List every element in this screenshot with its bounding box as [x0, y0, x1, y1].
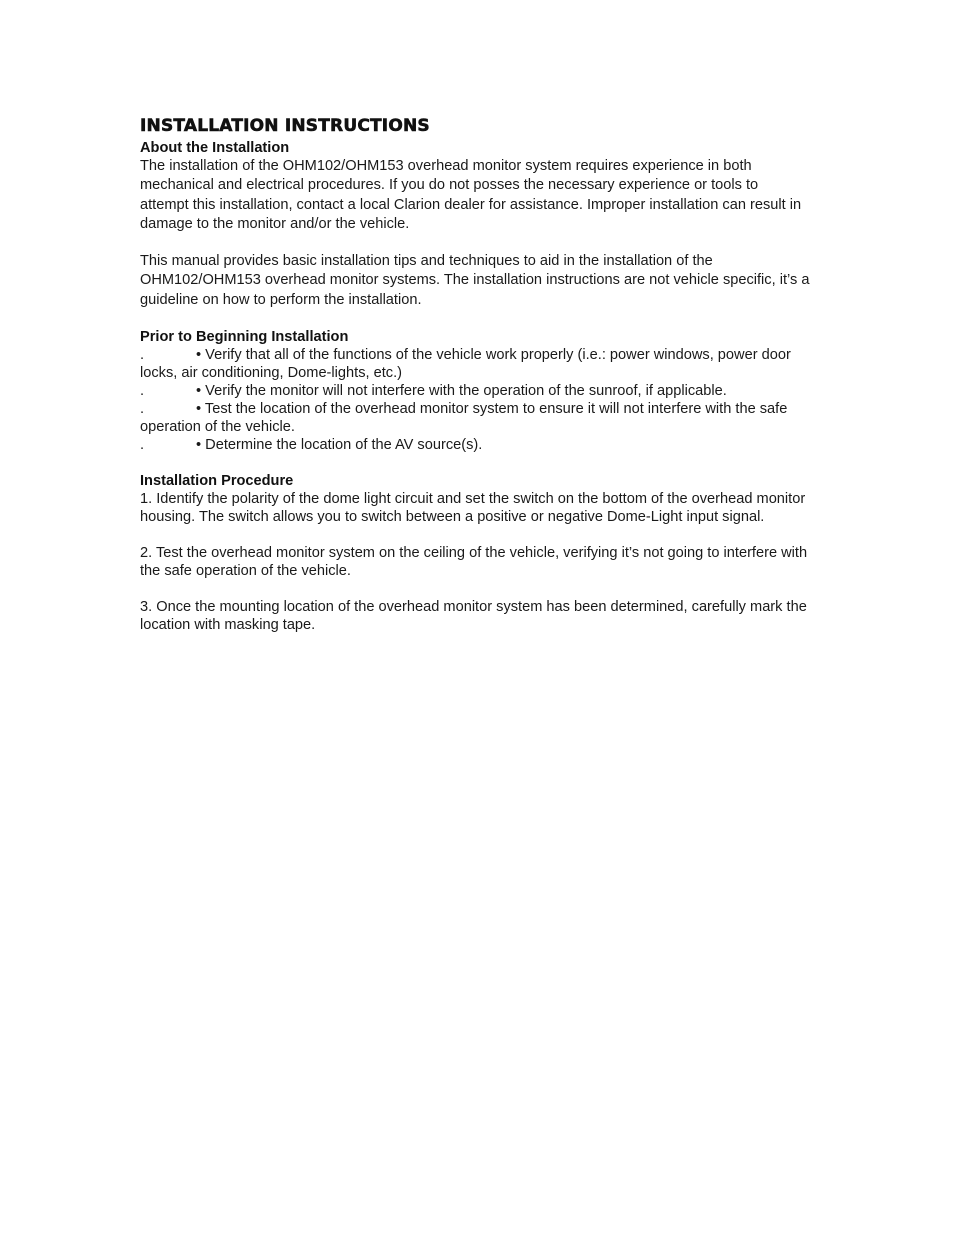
checklist-text: • Determine the location of the AV source(s).	[196, 437, 483, 454]
prior-section	[140, 328, 810, 454]
about-paragraph: The installation of the OHM102/OHM153 overhead monitor system requires experience in both mechanical and electrical procedures. If you do not posses the necessary experience or tools to attempt this installation, contact a local Clarion dealer for assistance. Improper installation can result in damage to the monitor and/or the vehicle.	[140, 158, 802, 232]
about-heading: About the Installation	[140, 140, 290, 156]
procedure-step: 1. Identify the polarity of the dome light circuit and set the switch on the bottom of the overhead monitor housing. The switch allows you to switch between a positive or negative Dome-Light input signal.	[140, 491, 806, 526]
checklist-item	[140, 400, 810, 436]
procedure-step: 2. Test the overhead monitor system on the ceiling of the vehicle, verifying it’s not going to interfere with the safe operation of the vehicle.	[140, 545, 808, 580]
prior-heading: Prior to Beginning Installation	[140, 329, 349, 346]
checklist-text: • Verify the monitor will not interfere with the operation of the sunroof, if applicable.	[196, 383, 727, 400]
page-title: INSTALLATION INSTRUCTIONS	[140, 116, 430, 136]
checklist-marker: .	[140, 437, 145, 454]
about-paragraph: This manual provides basic installation tips and techniques to aid in the installation of the OHM102/OHM153 overhead monitor systems. The installation instructions are not vehicle specific, it’s a guideline on how to perform the installation.	[140, 253, 810, 308]
checklist-text: • Test the location of the overhead monitor system to ensure it will not interfere with the safe operation of the vehicle.	[140, 401, 788, 436]
checklist-item	[140, 382, 810, 400]
checklist-item	[140, 436, 810, 454]
checklist-text: • Verify that all of the functions of the vehicle work properly (i.e.: power windows, power door locks, air conditioning, Dome-lights, etc.)	[140, 347, 791, 382]
checklist-marker: .	[140, 347, 145, 364]
procedure-step: 3. Once the mounting location of the overhead monitor system has been determined, carefully mark the location with masking tape.	[140, 599, 807, 634]
checklist-item	[140, 346, 810, 382]
procedure-section	[140, 472, 810, 634]
procedure-heading: Installation Procedure	[140, 473, 294, 490]
checklist-marker: .	[140, 383, 145, 400]
document-page	[140, 116, 810, 634]
checklist-marker: .	[140, 401, 145, 418]
about-section	[140, 139, 810, 310]
